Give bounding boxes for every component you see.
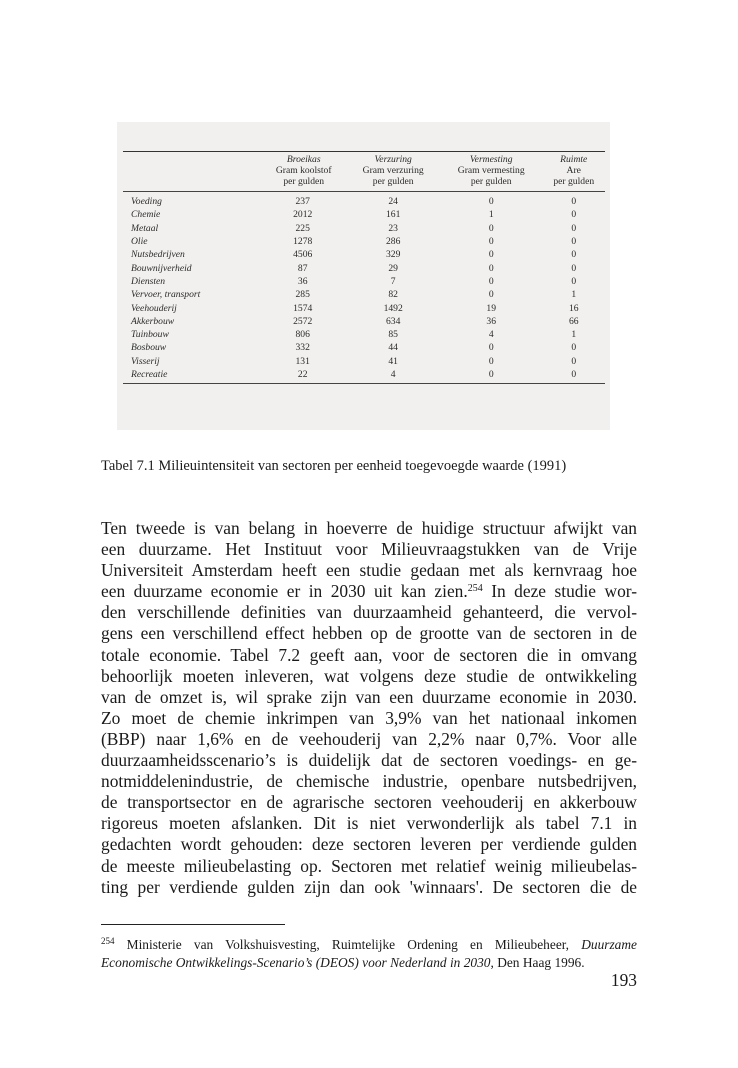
- row-sector: Recreatie: [123, 368, 261, 384]
- col-header-title: Vermesting: [469, 154, 513, 165]
- table-row: [123, 208, 605, 221]
- body-line: de transportsector en de agrarische sectoren veehouderij en akkerbouw: [101, 792, 637, 813]
- table-cell: 1: [571, 329, 577, 341]
- body-line-text: een duurzame economie er in 2030 uit kan zien.: [101, 581, 468, 602]
- body-line: behoorlijk moeten inleveren, wat volgens deze studie de ontwikkeling: [101, 665, 637, 686]
- table-cell: 24: [388, 196, 398, 208]
- body-line: gedachten wordt gehouden: deze sectoren leveren per verdiende gulden: [101, 834, 637, 855]
- col-header-title: Ruimte: [560, 154, 588, 165]
- row-sector: Metaal: [131, 222, 159, 234]
- row-sector: Chemie: [131, 209, 161, 221]
- footnote-line: [101, 954, 637, 972]
- table-cell: 23: [388, 222, 398, 234]
- row-sector: Olie: [131, 236, 148, 248]
- footnote-title: Duurzame: [581, 937, 637, 952]
- table-cell: 286: [385, 236, 401, 248]
- table-row: [123, 261, 605, 274]
- table-row: [123, 222, 605, 235]
- table-body: [123, 192, 605, 384]
- table-row: [123, 328, 605, 341]
- col-header-per: per gulden: [542, 176, 605, 192]
- row-sector: Akkerbouw: [131, 315, 175, 327]
- table-row: [123, 315, 605, 328]
- table-cell: 329: [385, 249, 401, 261]
- body-line: Universiteit Amsterdam heeft een studie gedaan met als kernvraag hoe: [101, 560, 637, 581]
- body-line: notmiddelenindustrie, de chemische industrie, openbare nutsbedrijven,: [101, 771, 637, 792]
- footnote-number: 254: [101, 936, 115, 946]
- row-sector: Visserij: [131, 355, 160, 367]
- table-cell: 41: [388, 355, 398, 367]
- table-cell: 87: [297, 262, 308, 274]
- table-cell: 0: [571, 355, 577, 367]
- table-row: [123, 341, 605, 354]
- table-cell: 36: [297, 275, 308, 287]
- table-cell: 4: [346, 368, 440, 384]
- table-cell: 36: [486, 315, 497, 327]
- table-cell: 0: [488, 262, 494, 274]
- table-cell: 0: [488, 196, 494, 208]
- table-row: [123, 368, 605, 384]
- footnote-text: , Den Haag 1996.: [490, 955, 585, 970]
- body-line: ting per verdiende gulden zijn dan ook 'winnaars'. De sectoren die de: [101, 876, 637, 897]
- table-cell: 1574: [293, 302, 313, 314]
- row-sector: Veehouderij: [131, 302, 177, 314]
- body-line: Ten tweede is van belang in hoeverre de huidige structuur afwijkt van: [101, 518, 637, 538]
- footnote-reference: 254: [467, 583, 483, 595]
- table-cell: 0: [571, 342, 577, 354]
- row-sector: Vervoer, transport: [131, 289, 201, 301]
- table-cell: 0: [488, 342, 494, 354]
- body-line: totale economie. Tabel 7.2 geeft aan, voor de sectoren die in omvang: [101, 644, 637, 665]
- body-line-text: In deze studie wor-: [482, 581, 637, 602]
- table-cell: 0: [571, 249, 577, 261]
- body-line: [101, 581, 637, 602]
- table-caption: Tabel 7.1 Milieuintensiteit van sectoren per eenheid toegevoegde waarde (1991): [101, 458, 567, 474]
- table-cell: 22: [261, 368, 346, 384]
- table-cell: 0: [488, 289, 494, 301]
- footnote-text: Ministerie van Volkshuisvesting, Ruimtelijke Ordening en Milieubeheer,: [114, 937, 582, 952]
- page-number: 193: [610, 970, 637, 990]
- row-sector: Diensten: [131, 275, 166, 287]
- table-cell: 0: [571, 196, 577, 208]
- row-sector: Bosbouw: [131, 342, 167, 354]
- row-sector: Nutsbedrijven: [131, 249, 185, 261]
- footnote-title: Economische Ontwikkelings-Scenario’s (DEOS) voor Nederland in 2030: [101, 955, 491, 970]
- table-cell: 19: [486, 302, 497, 314]
- table-cell: 44: [388, 342, 398, 354]
- table-cell: 161: [385, 209, 401, 221]
- table-cell: 0: [488, 236, 494, 248]
- row-sector: Voeding: [131, 196, 162, 208]
- table-cell: 29: [388, 262, 398, 274]
- table-cell: 2572: [293, 315, 313, 327]
- table-cell: 0: [571, 222, 577, 234]
- table-cell: 237: [295, 196, 310, 208]
- table-cell: 85: [388, 329, 398, 341]
- body-line: gens een verschillend effect hebben op de grootte van de sectoren in de: [101, 623, 637, 644]
- table-cell: 285: [295, 289, 310, 301]
- table-cell: 0: [440, 368, 543, 384]
- footnote-line: [101, 936, 637, 954]
- table-cell: 1: [488, 209, 494, 221]
- row-sector: Tuinbouw: [131, 329, 169, 341]
- col-header-unit: Are: [566, 165, 581, 176]
- table-cell: 0: [571, 262, 577, 274]
- table-cell: 1492: [383, 302, 403, 314]
- col-header-unit: Gram vermesting: [457, 165, 525, 176]
- body-line: van de omzet is, wil sprake zijn van een duurzame economie in 2030.: [101, 686, 637, 707]
- col-header-per: per gulden: [440, 176, 543, 192]
- body-line: Zo moet de chemie inkrimpen van 3,9% van het nationaal inkomen: [101, 707, 637, 728]
- footnote: [101, 936, 637, 972]
- table-row: [123, 192, 605, 209]
- table-cell: 0: [571, 275, 577, 287]
- table-cell: 4506: [293, 249, 313, 261]
- table-cell: 131: [295, 355, 310, 367]
- table-cell: 0: [488, 249, 494, 261]
- table-cell: 4: [488, 329, 494, 341]
- table-cell: 0: [488, 222, 494, 234]
- body-line: den verschillende definities van duurzaamheid gehanteerd, die vervol-: [101, 602, 637, 623]
- table-cell: 0: [488, 275, 494, 287]
- table-cell: 0: [488, 355, 494, 367]
- table-cell: 332: [295, 342, 310, 354]
- body-paragraph: [101, 518, 637, 898]
- table-cell: 0: [571, 236, 577, 248]
- body-line: een duurzame. Het Instituut voor Milieuvraagstukken van de Vrije: [101, 539, 637, 560]
- table-cell: 66: [568, 315, 579, 327]
- table-cell: 2012: [293, 209, 313, 221]
- table-cell: 1278: [293, 236, 313, 248]
- table-row: [123, 275, 605, 288]
- col-header-title: Verzuring: [374, 154, 412, 165]
- table-cell: 1: [571, 289, 577, 301]
- footnote-divider: [101, 924, 285, 925]
- row-sector: Bouwnijverheid: [131, 262, 192, 274]
- body-line: de meeste milieubelasting op. Sectoren met relatief weinig milieubelas-: [101, 855, 637, 876]
- col-header-title: Broeikas: [286, 154, 321, 165]
- table-cell: 16: [568, 302, 579, 314]
- col-header-per: per gulden: [346, 176, 440, 192]
- table-cell: 225: [295, 222, 310, 234]
- table-row: [123, 288, 605, 301]
- table-row: [123, 301, 605, 314]
- table-cell: 0: [542, 368, 605, 384]
- col-header-unit: Gram verzuring: [362, 165, 424, 176]
- body-line: (BBP) naar 1,6% en de veehouderij van 2,2% naar 0,7%. Voor alle: [101, 728, 637, 749]
- table-image: [117, 122, 610, 430]
- col-header-per: per gulden: [261, 176, 346, 192]
- table-cell: 806: [295, 329, 310, 341]
- table-row: [123, 355, 605, 368]
- environment-intensity-table: [123, 149, 605, 384]
- table-cell: 7: [390, 275, 396, 287]
- table-cell: 634: [385, 315, 401, 327]
- table-row: [123, 235, 605, 248]
- table-cell: 0: [571, 209, 577, 221]
- body-line: rigoreus moeten afslanken. Dit is niet verwonderlijk als tabel 7.1 in: [101, 813, 637, 834]
- table-row: [123, 248, 605, 261]
- body-line: duurzaamheidsscenario’s is duidelijk dat de sectoren voedings- en ge-: [101, 750, 637, 771]
- col-header-unit: Gram koolstof: [275, 165, 332, 176]
- table-cell: 82: [388, 289, 398, 301]
